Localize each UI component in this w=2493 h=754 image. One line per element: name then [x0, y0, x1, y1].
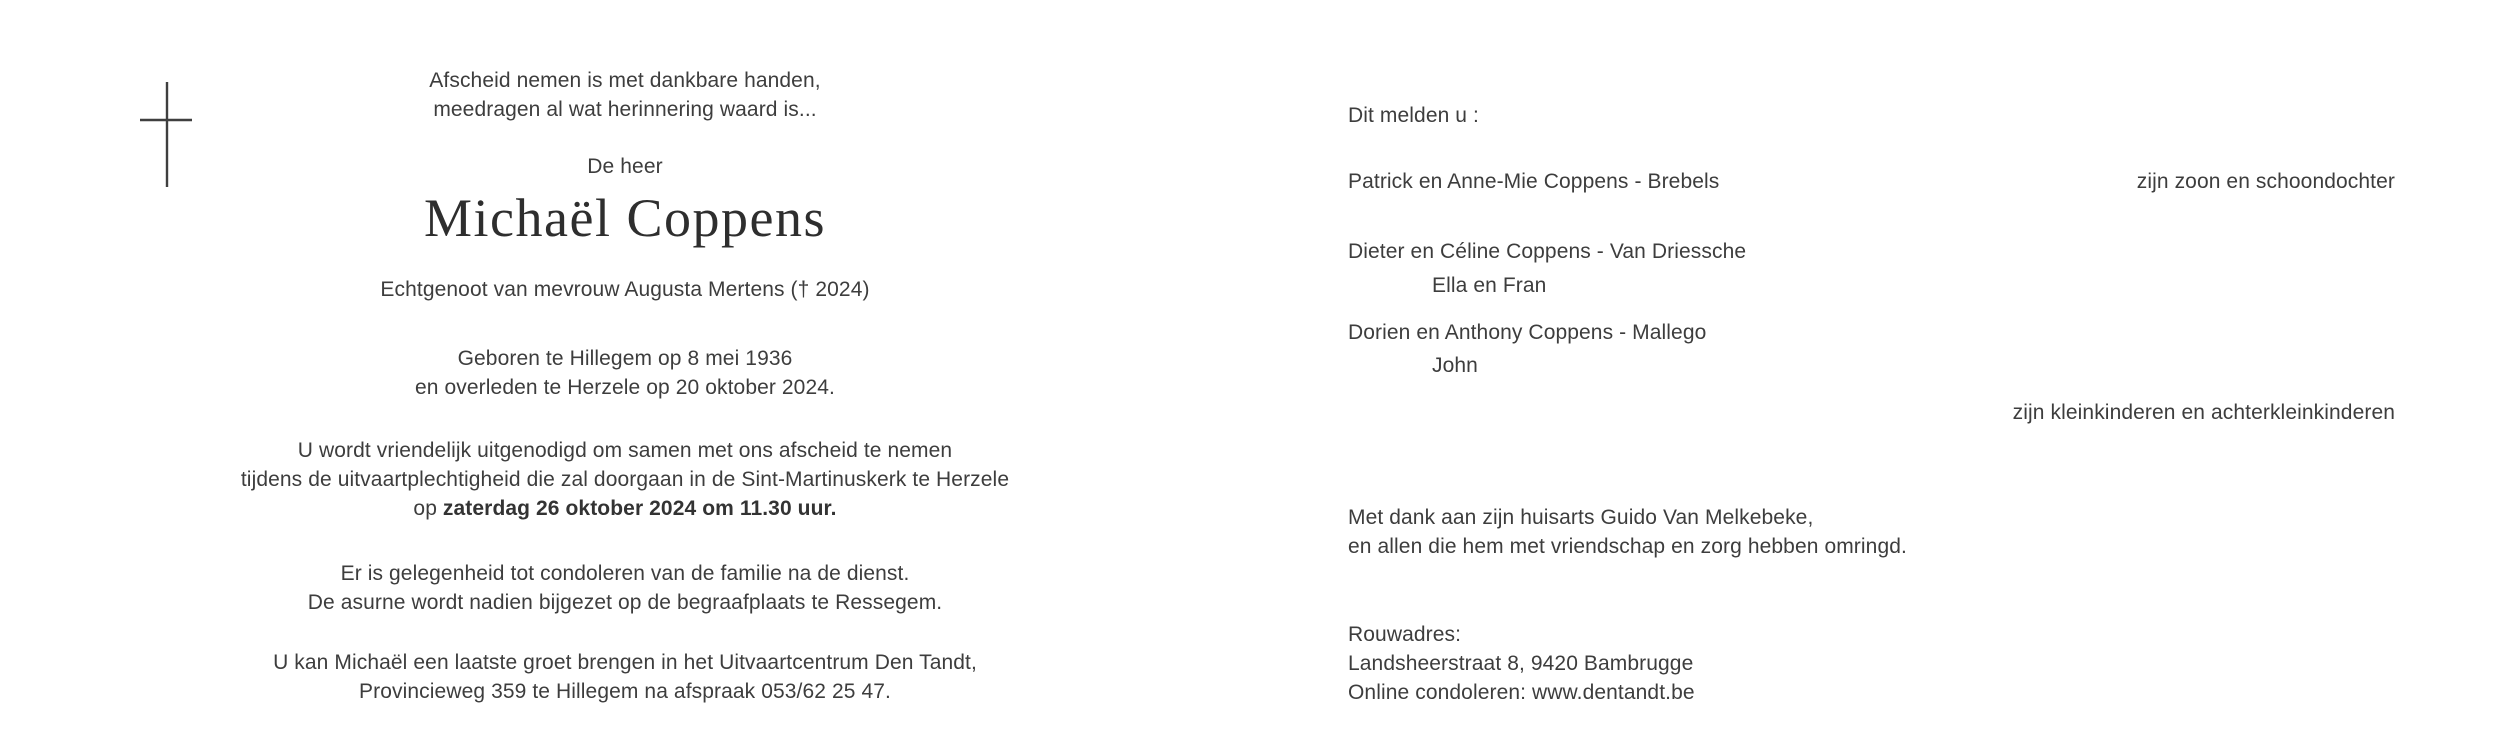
- grandchildren-relation-label: zijn kleinkinderen en achterkleinkinderen: [2012, 401, 2395, 424]
- condolence-line1: Er is gelegenheid tot condoleren van de familie na de dienst.: [340, 562, 910, 585]
- spouse-line: Echtgenoot van mevrouw Augusta Mertens († 2024): [380, 278, 870, 301]
- condolence-info: [145, 559, 1105, 617]
- last-greeting-info: [145, 648, 1105, 706]
- online-condolence-line: Online condoleren: www.dentandt.be: [1348, 681, 1695, 704]
- life-dates: [145, 344, 1105, 402]
- condolence-line2: De asurne wordt nadien bijgezet op de begraafplaats te Ressegem.: [307, 591, 943, 614]
- mourning-address-block: [1348, 620, 2395, 707]
- family-entry-son: [1348, 167, 2395, 196]
- invitation-line3: [145, 494, 1105, 523]
- mourning-address-street: Landsheerstraat 8, 9420 Bambrugge: [1348, 652, 1694, 675]
- family-relation-label: zijn zoon en schoondochter: [2136, 170, 2395, 193]
- invitation-date-prefix: op: [413, 497, 443, 520]
- deceased-name: Michaël Coppens: [424, 188, 826, 248]
- acknowledgement-line1: Met dank aan zijn huisarts Guido Van Melkebeke,: [1348, 506, 1814, 529]
- mourning-address-heading: Rouwadres:: [1348, 623, 1462, 646]
- funeral-invitation: [145, 436, 1105, 523]
- invitation-line1: U wordt vriendelijk uitgenodigd om samen met ons afscheid te nemen: [297, 439, 953, 462]
- announce-heading: Dit melden u :: [1348, 104, 1479, 127]
- opening-quote: [145, 66, 1105, 124]
- announcement-main-column: [145, 66, 1105, 706]
- opening-quote-line1: Afscheid nemen is met dankbare handen,: [429, 69, 821, 92]
- family-entry-grandchild-2: Dorien en Anthony Coppens - Mallego: [1348, 321, 1707, 344]
- last-greeting-line2: Provincieweg 359 te Hillegem na afspraak 053/62 25 47.: [359, 680, 891, 703]
- great-grandchildren-1: Ella en Fran: [1432, 274, 1547, 297]
- salutation: De heer: [587, 155, 663, 178]
- invitation-line2: tijdens de uitvaartplechtigheid die zal doorgaan in de Sint-Martinuskerk te Herzele: [240, 468, 1010, 491]
- family-entry-grandchild-1: Dieter en Céline Coppens - Van Driessche: [1348, 240, 1747, 263]
- great-grandchildren-2: John: [1432, 354, 1478, 377]
- death-line: en overleden te Herzele op 20 oktober 2024.: [415, 376, 835, 399]
- funeral-date-time: zaterdag 26 oktober 2024 om 11.30 uur.: [442, 497, 837, 520]
- opening-quote-line2: meedragen al wat herinnering waard is...: [433, 98, 817, 121]
- family-column: [1348, 101, 2395, 707]
- birth-line: Geboren te Hillegem op 8 mei 1936: [457, 347, 793, 370]
- last-greeting-line1: U kan Michaël een laatste groet brengen in het Uitvaartcentrum Den Tandt,: [273, 651, 977, 674]
- acknowledgement-line2: en allen die hem met vriendschap en zorg hebben omringd.: [1348, 535, 1907, 558]
- family-names: Patrick en Anne-Mie Coppens - Brebels: [1348, 170, 1720, 193]
- acknowledgement: [1348, 503, 2395, 561]
